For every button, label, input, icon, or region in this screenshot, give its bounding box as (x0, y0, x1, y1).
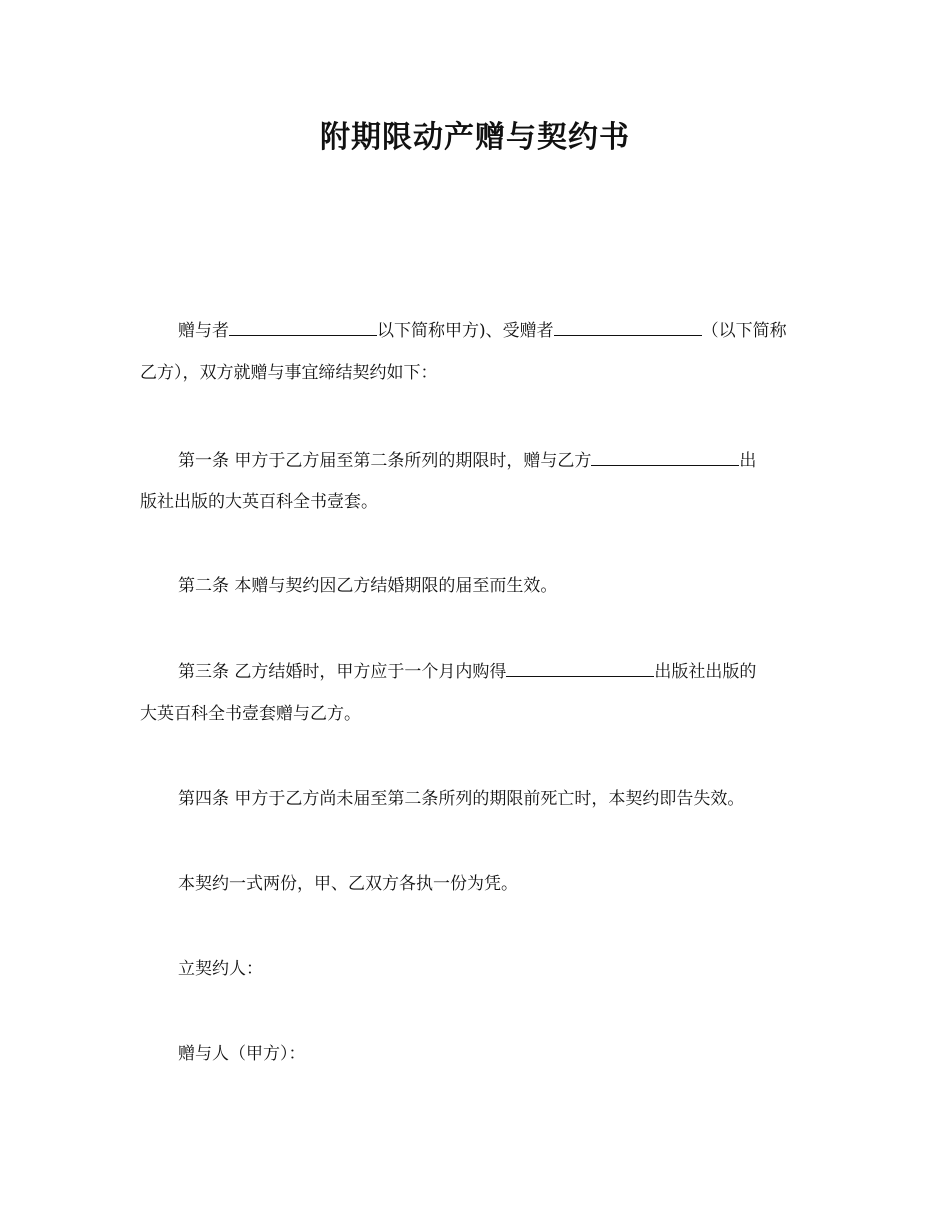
article-3-text: 出版社出版的 (654, 662, 757, 682)
publisher-blank-1[interactable] (591, 448, 739, 466)
article-1-text: 出 (739, 451, 757, 471)
intro-line-2: 乙方），双方就赠与事宜缔结契约如下： (140, 363, 438, 383)
article-1-text: 第一条 甲方于乙方届至第二条所列的期限时，赠与乙方 (178, 451, 592, 471)
intro-line-1 (178, 318, 787, 343)
article-4: 第四条 甲方于乙方尚未届至第二条所列的期限前死亡时，本契约即告失效。 (178, 789, 745, 809)
donee-name-blank[interactable] (554, 318, 702, 336)
donor-name-blank[interactable] (229, 318, 377, 336)
document-title: 附期限动产赠与契约书 (320, 120, 630, 155)
intro-text: （以下简称 (701, 321, 787, 341)
copies-clause: 本契约一式两份，甲、乙双方各执一份为凭。 (178, 874, 518, 894)
article-3-line-1 (178, 659, 756, 684)
article-2: 第二条 本赠与契约因乙方结婚期限的届至而生效。 (178, 576, 558, 596)
article-3-text: 第三条 乙方结婚时，甲方应于一个月内购得 (178, 662, 507, 682)
intro-text: 赠与者 (178, 321, 229, 341)
signers-label: 立契约人： (178, 959, 263, 979)
article-1-line-2: 版社出版的大英百科全书壹套。 (140, 492, 378, 512)
intro-text: 以下简称甲方)、受赠者 (377, 321, 554, 341)
publisher-blank-2[interactable] (506, 659, 654, 677)
donor-signature-label: 赠与人（甲方）： (178, 1044, 306, 1064)
article-1-line-1 (178, 448, 756, 473)
article-3-line-2: 大英百科全书壹套赠与乙方。 (140, 704, 361, 724)
